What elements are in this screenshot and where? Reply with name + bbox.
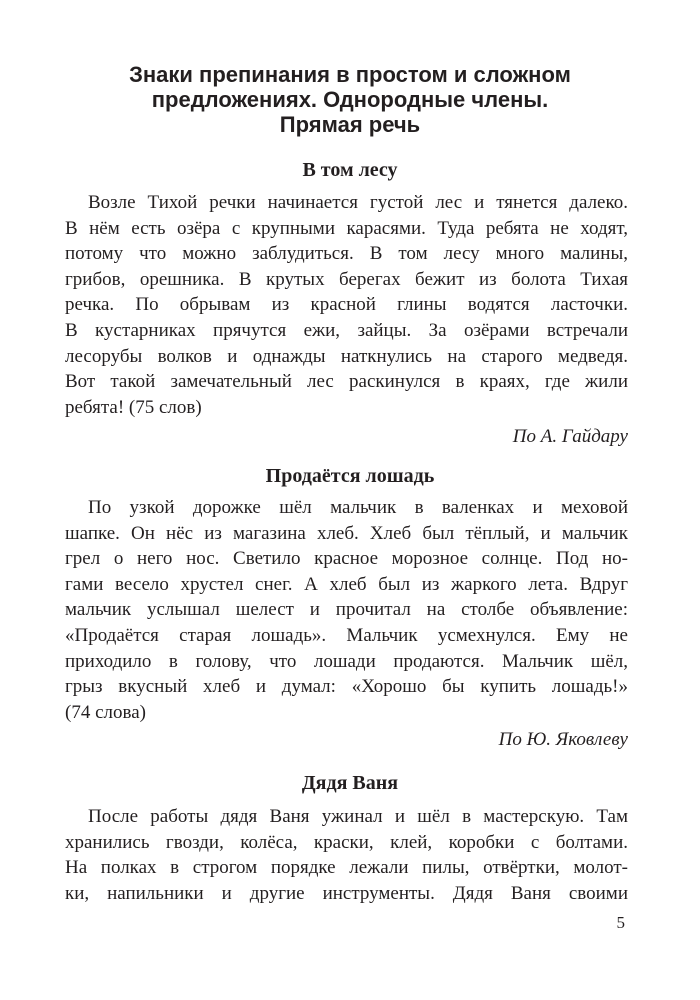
text-line: «Продаётся старая лошадь». Мальчик усмехнулся. Ему не xyxy=(65,624,628,646)
text-line: грел о него нос. Светило красное морозное солнце. Под но- xyxy=(65,548,628,570)
section-heading: Дядя Ваня xyxy=(301,772,399,794)
attribution: По Ю. Яковлеву xyxy=(498,729,628,750)
section-heading: Продаётся лошадь xyxy=(265,465,435,487)
text-line: грыз вкусный хлеб и думал: «Хорошо бы купить лошадь!» xyxy=(65,676,628,698)
page-title xyxy=(0,62,700,137)
text-line: ки, напильники и другие инструменты. Дядя Ваня своими xyxy=(65,882,628,904)
section-text xyxy=(65,190,628,420)
title-line: Прямая речь xyxy=(279,112,421,137)
text-line: мальчик услышал шелест и прочитал на столбе объявление: xyxy=(65,599,628,621)
text-line: приходило в голову, что лошади продаются. Мальчик шёл, xyxy=(65,650,628,672)
text-line: Вот такой замечательный лес раскинулся в краях, где жили xyxy=(65,371,628,393)
text-line: В нём есть озёра с крупными карасями. Туда ребята не ходят, xyxy=(65,217,628,239)
title-line: Знаки препинания в простом и сложном xyxy=(129,62,571,87)
text-line: В кустарниках прячутся ежи, зайцы. За озёрами встречали xyxy=(65,319,628,341)
text-line: Возле Тихой речки начинается густой лес и тянется далеко. xyxy=(88,192,628,213)
attribution: По А. Гайдару xyxy=(512,426,628,447)
text-line: шапке. Он нёс из магазина хлеб. Хлеб был тёплый, и мальчик xyxy=(65,522,628,544)
page-number: 5 xyxy=(616,913,625,932)
text-line: лесорубы волков и однажды наткнулись на старого медведя. xyxy=(65,345,628,367)
section-text xyxy=(65,495,628,725)
text-line: гами весело хрустел снег. А хлеб был из жаркого лета. Вдруг xyxy=(65,573,628,595)
text-line: После работы дядя Ваня ужинал и шёл в мастерскую. Там xyxy=(88,806,628,827)
text-line: речка. По обрывам из красной глины водятся ласточки. xyxy=(65,294,628,316)
text-line: По узкой дорожке шёл мальчик в валенках и меховой xyxy=(88,497,628,518)
title-line: предложениях. Однородные члены. xyxy=(151,87,549,112)
text-line: На полках в строгом порядке лежали пилы, отвёртки, молот- xyxy=(65,857,628,879)
section-heading: В том лесу xyxy=(302,159,398,181)
text-line: потому что можно заблудиться. В том лесу много малины, xyxy=(65,243,628,265)
text-line: хранились гвозди, колёса, краски, клей, коробки с болтами. xyxy=(65,831,628,853)
text-line: ребята! (75 слов) xyxy=(65,396,202,418)
text-line: грибов, орешника. В крутых берегах бежит из болота Тихая xyxy=(65,268,628,290)
section-text xyxy=(65,804,628,906)
text-line: (74 слова) xyxy=(65,701,146,723)
